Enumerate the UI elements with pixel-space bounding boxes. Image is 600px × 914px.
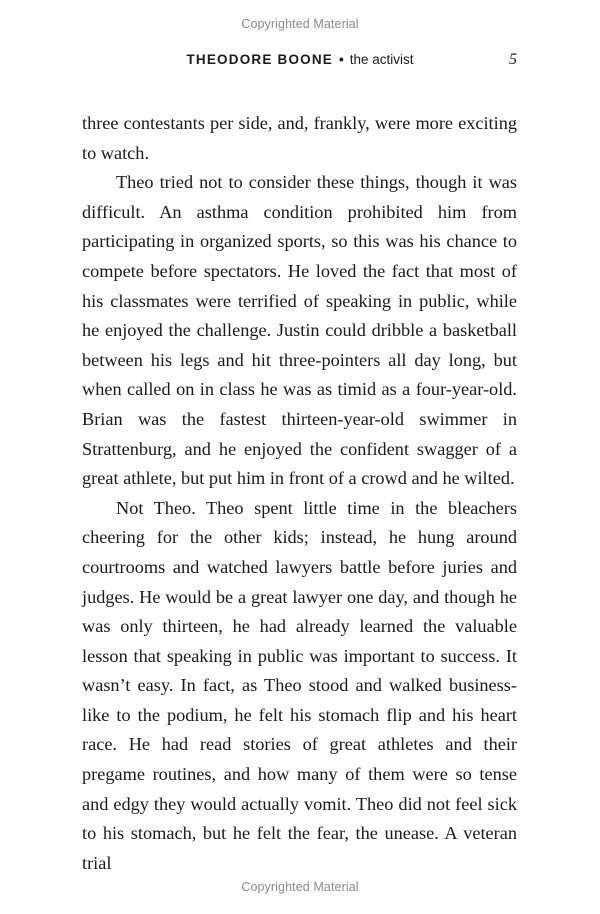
paragraph-not-theo: Not Theo. Theo spent little time in the bleachers cheering for the other kids; instead, he hung around courtrooms and watched lawyers battle before juries and judges. He would be a great lawyer one day, and though he was only thirteen, he had already learned the valuable lesson that speaking in public was important to success. It wasn’t easy. In fact, as Theo stood and walked business-like to the podium, he felt his stomach flip and his heart race. He had read stories of great athletes and their pregame routines, and how many of them were so tense and edgy they would actually vomit. Theo did not feel sick to his stomach, but he felt the fear, the unease. A veteran trial xyxy=(82,497,517,873)
title-separator: • xyxy=(339,52,344,67)
book-subtitle: the activist xyxy=(349,52,414,67)
copyright-watermark-bottom: Copyrighted Material xyxy=(241,880,359,894)
series-title: THEODORE BOONE xyxy=(186,52,334,67)
paragraph-continued: three contestants per side, and, frankly, were more exciting to watch. xyxy=(82,113,517,163)
paragraph-theo-asthma: Theo tried not to consider these things, though it was difficult. An asthma condition prohibited him from participating in organized sports, so this was his chance to compete before spectators. He loved the fact that most of his classmates were terrified of speaking in public, while he enjoyed the challenge. Justin could dribble a basketball between his legs and hit three-pointers all day long, but when called on in class he was as timid as a four-year-old. Brian was the fastest thirteen-year-old swimmer in Strattenburg, and he enjoyed the confident swagger of a great athlete, but put him in front of a crowd and he wilted. xyxy=(82,172,517,489)
body-text xyxy=(82,109,517,878)
copyright-watermark-top: Copyrighted Material xyxy=(241,17,359,31)
running-head xyxy=(0,52,600,74)
page-number: 5 xyxy=(509,51,517,68)
